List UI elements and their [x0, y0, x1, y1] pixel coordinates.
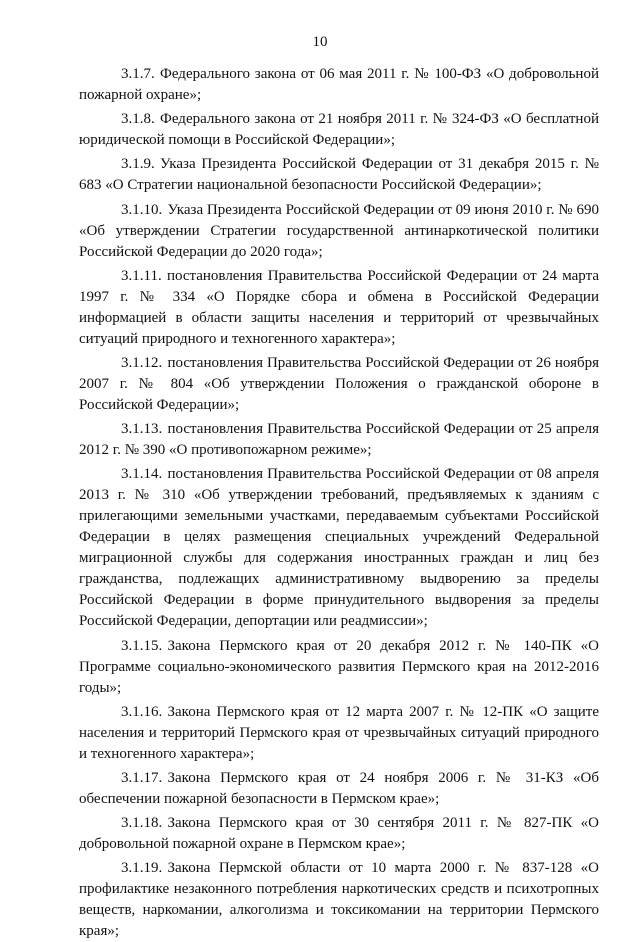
list-item	[79, 353, 599, 416]
item-text: постановления Правительства Российской Федерации от 25 апреля 2012 г. № 390 «О противопожарном режиме»;	[79, 421, 599, 459]
legal-list	[79, 64, 599, 942]
item-number: 3.1.17.	[121, 769, 163, 786]
item-text: Указа Президента Российской Федерации от 31 декабря 2015 г. № 683 «О Стратегии национальной безопасности Российской Федерации»;	[79, 156, 599, 194]
item-number: 3.1.16.	[121, 703, 163, 720]
item-text: постановления Правительства Российской Федерации от 08 апреля 2013 г. № 310 «Об утверждении требований, предъявляемых к зданиям с прилегающими земельными участками, передаваемым субъектами Российской Федерации в целях размещения специальных учреждений Федеральной миграционной службы для содержания иностранных граждан и лиц без гражданства, подлежащих административному выдворению за пределы Российской Федерации в форме принудительного выдворения за пределы Российской Федерации, депортации или реадмиссии»;	[79, 466, 599, 630]
list-item	[79, 768, 599, 810]
item-number: 3.1.18.	[121, 815, 163, 832]
item-text: Федерального закона от 21 ноября 2011 г. № 324-ФЗ «О бесплатной юридической помощи в Российской Федерации»;	[79, 111, 599, 149]
list-item	[79, 858, 599, 942]
item-text: постановления Правительства Российской Федерации от 24 марта 1997 г. № 334 «О Порядке сбора и обмена в Российской Федерации информацией в области защиты населения и территорий от чрезвычайных ситуаций природного и техногенного характера»;	[79, 267, 599, 347]
item-number: 3.1.13.	[121, 421, 163, 438]
list-item	[79, 702, 599, 765]
item-text: Закона Пермского края от 24 ноября 2006 г. № 31-КЗ «Об обеспечении пожарной безопасности в Пермском крае»;	[79, 769, 599, 807]
item-text: Закона Пермского края от 30 сентября 2011 г. № 827-ПК «О добровольной пожарной охране в Пермском крае»;	[79, 815, 599, 853]
list-item	[79, 200, 599, 263]
list-item	[79, 813, 599, 855]
item-number: 3.1.14.	[121, 466, 163, 483]
item-text: Закона Пермского края от 20 декабря 2012 г. № 140-ПК «О Программе социально-экономического развития Пермского края на 2012-2016 годы»;	[79, 637, 599, 696]
item-text: Закона Пермской области от 10 марта 2000 г. № 837-128 «О профилактике незаконного потребления наркотических средств и психотропных веществ, наркомании, алкоголизма и токсикомании на территории Пермского края»;	[79, 860, 599, 940]
list-item	[79, 464, 599, 632]
list-item	[79, 154, 599, 196]
page-number: 10	[312, 34, 328, 50]
item-number: 3.1.11.	[121, 267, 162, 284]
item-number: 3.1.15.	[121, 637, 163, 654]
list-item	[79, 109, 599, 151]
item-number: 3.1.19.	[121, 860, 163, 877]
list-item	[79, 636, 599, 699]
item-number: 3.1.7.	[121, 66, 155, 82]
item-text: Федерального закона от 06 мая 2011 г. № 100-ФЗ «О добровольной пожарной охране»;	[79, 66, 599, 103]
list-item	[79, 266, 599, 350]
item-number: 3.1.9.	[121, 156, 155, 173]
item-text: постановления Правительства Российской Федерации от 26 ноября 2007 г. № 804 «Об утверждении Положения о гражданской обороне в Российской Федерации»;	[79, 354, 599, 413]
item-number: 3.1.12.	[121, 354, 163, 371]
item-text: Закона Пермского края от 12 марта 2007 г. № 12-ПК «О защите населения и территорий Пермского края от чрезвычайных ситуаций природного и техногенного характера»;	[79, 703, 599, 762]
item-text: Указа Президента Российской Федерации от 09 июня 2010 г. № 690 «Об утверждении Стратегии государственной антинаркотической политики Российской Федерации до 2020 года»;	[79, 201, 599, 260]
item-number: 3.1.8.	[121, 111, 155, 128]
list-item	[79, 64, 599, 106]
list-item	[79, 419, 599, 461]
item-number: 3.1.10.	[121, 201, 163, 218]
